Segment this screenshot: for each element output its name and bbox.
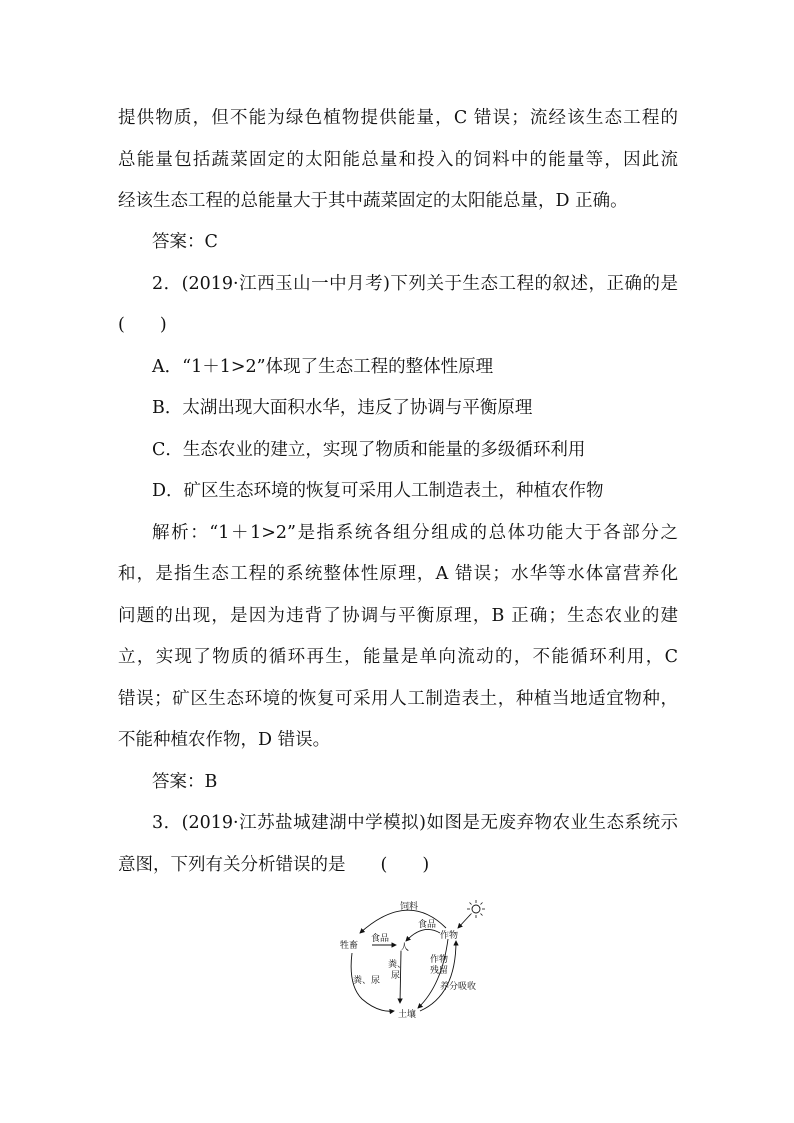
label-manure-mid: 粪、	[388, 960, 407, 970]
diagram-arrows	[351, 910, 470, 1011]
text-line: 提供物质，但不能为绿色植物提供能量，C 错误；流经该生态工程的	[118, 108, 678, 128]
label-person: 人	[400, 943, 410, 953]
answer-line: 答案：B	[152, 772, 218, 792]
analysis-line: 和，是指生态工程的系统整体性原理，A 错误；水华等水体富营养化	[118, 564, 678, 584]
label-nutrient-absorption: 养分吸收	[440, 982, 477, 992]
analysis-line: 错误；矿区生态环境的恢复可采用人工制造表土，种植当地适宜物种，	[118, 689, 678, 709]
option-b: B．太湖出现大面积水华，违反了协调与平衡原理	[152, 398, 533, 418]
analysis-line: 解析：“1＋1>2”是指系统各组分组成的总体功能大于各部分之	[152, 523, 678, 543]
label-crop-residue: 作物	[430, 955, 449, 965]
question-2-stem: 2．(2019·江西玉山一中月考)下列关于生态工程的叙述，正确的是	[152, 274, 678, 294]
label-feed: 饲料	[400, 902, 419, 912]
label-livestock: 牲畜	[340, 941, 359, 951]
option-c: C．生态农业的建立，实现了物质和能量的多级循环利用	[152, 440, 586, 460]
option-d: D．矿区生态环境的恢复可采用人工制造表土，种植农作物	[152, 481, 604, 501]
label-food-top: 食品	[418, 920, 437, 930]
question-3-stem: 3．(2019·江苏盐城建湖中学模拟)如图是无废弃物农业生态系统示	[152, 813, 678, 833]
text-line: 总能量包括蔬菜固定的太阳能总量和投入的饲料中的能量等，因此流	[118, 150, 678, 170]
question-3-stem-cont: 意图，下列有关分析错误的是 ( )	[118, 855, 430, 875]
answer-line: 答案：C	[152, 232, 218, 252]
label-soil: 土壤	[398, 1010, 417, 1020]
question-2-bracket: ( )	[118, 315, 167, 335]
label-manure-mid: 尿	[391, 971, 401, 981]
text-line: 经该生态工程的总能量大于其中蔬菜固定的太阳能总量，D 正确。	[118, 191, 628, 211]
option-a: A．“1＋1>2”体现了生态工程的整体性原理	[152, 357, 494, 377]
label-crop-residue: 残留	[430, 966, 449, 976]
label-food-left: 食品	[371, 934, 390, 944]
analysis-line: 不能种植农作物，D 错误。	[118, 730, 331, 750]
analysis-line: 问题的出现，是因为违背了协调与平衡原理，B 正确；生态农业的建	[118, 606, 678, 626]
label-crop: 作物	[440, 931, 459, 941]
ecosystem-diagram	[338, 895, 488, 1020]
label-manure-left: 粪、尿	[353, 976, 381, 986]
analysis-line: 立，实现了物质的循环再生，能量是单向流动的，不能循环利用，C	[118, 647, 678, 667]
